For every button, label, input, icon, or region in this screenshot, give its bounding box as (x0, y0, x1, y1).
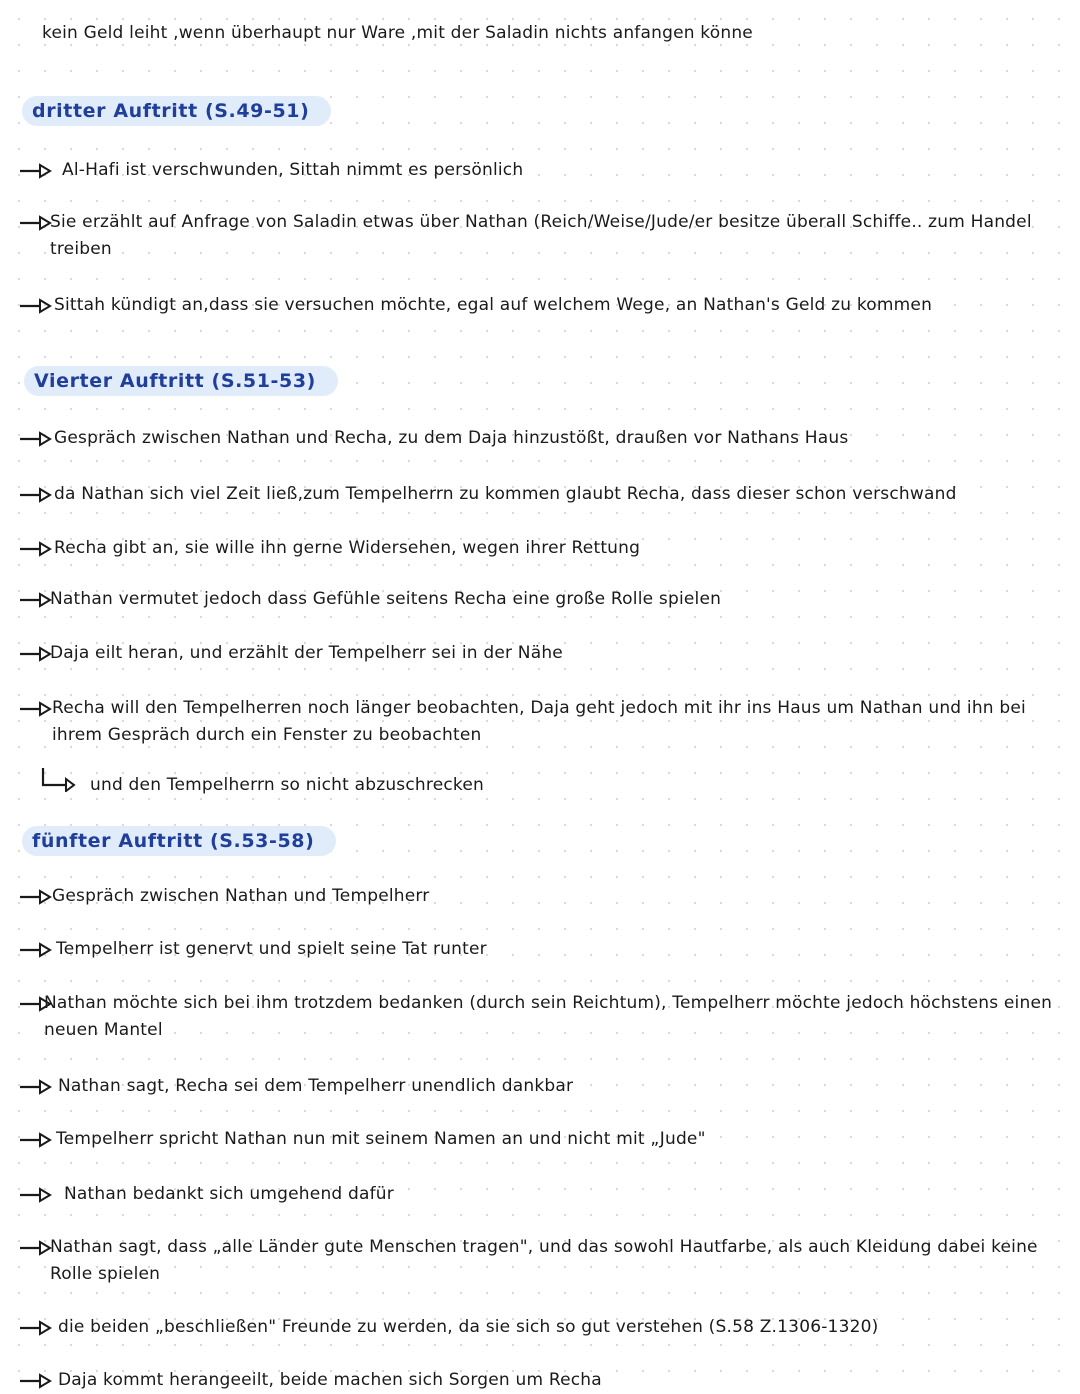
section-heading-vierter-auftritt: Vierter Auftritt (S.51-53) (24, 366, 338, 396)
arrow-right-icon (18, 296, 54, 316)
arrow-right-icon (18, 1130, 54, 1150)
arrow-right-icon (18, 213, 54, 233)
arrow-right-icon (18, 1185, 54, 1205)
section-heading-fuenfter-auftritt: fünfter Auftritt (S.53-58) (22, 826, 336, 856)
intro-text: kein Geld leiht ,wenn überhaupt nur Ware ,mit der Saladin nichts anfangen könne (42, 23, 753, 43)
section-heading-dritter-auftritt: dritter Auftritt (S.49-51) (22, 96, 331, 126)
arrow-right-icon (18, 699, 54, 719)
arrow-right-icon (18, 644, 54, 664)
arrow-right-icon (18, 940, 54, 960)
arrow-right-icon (18, 1238, 54, 1258)
arrow-right-icon (18, 161, 54, 181)
arrow-right-icon (18, 485, 54, 505)
notes-page: kein Geld leiht ,wenn überhaupt nur Ware ,mit der Saladin nichts anfangen könne dritter Auftritt (S.49-51) Al-Hafi ist verschwunden, Sittah nimmt es persönlich Sie erzählt auf Anfrage von Saladin etwas über Nathan (Reich/Weise/Jude/er besitze überall Schiffe.. zum Handel treiben Sittah kündigt an,dass sie versuchen möchte, egal auf welchem Wege, an Nathan's Geld zu kommen Vierter Auftritt (S.51-53) Gespräch zwischen Nathan und Recha, zu dem Daja hinzustößt, draußen vor Nathans Haus da Nathan sich viel Zeit ließ,zum Tempelherrn zu kommen glaubt Recha, dass dieser schon verschwand Recha gibt an, sie wille ihn gerne Widersehen, wegen ihrer Rettung Nathan vermutet jedoch dass Gefühle seitens Recha eine große Rolle spielen Daja eilt heran, und erzählt der Tempelherr sei in der Nähe Recha will den Tempelherren noch länger beobachten, Daja geht jedoch mit ihr ins Haus um Nathan und ihn bei ihrem Gespräch durch ein Fenster zu beobachten und den Tempelherrn so nicht abzuschrecken fünfter Auftritt (S.53-58) Gespräch zwischen Nathan und Tempelherr Tempelherr ist genervt und spielt seine Tat runter Nathan möchte sich bei ihm trotzdem bedanken (durch sein Reichtum), Tempelherr möchte jedoch höchstens einen neuen Mantel Nathan sagt, Recha sei dem Tempelherr unendlich dankbar Tempelherr spricht Nathan nun mit seinem Namen an und nicht mit „Jude" Nathan bedankt sich umgehend dafür Nathan sagt, dass „alle Länder gute Menschen tragen", und das sowohl Hautfarbe, als auch Kleidung dabei keine Rolle spielen die beiden „beschließen" Freunde zu werden, da sie sich so gut verstehen (S.58 Z.1306-1320) Daja kommt herangeeilt, beide machen sich Sorgen um Recha (0, 0, 1080, 1394)
arrow-right-icon (18, 539, 54, 559)
arrow-right-icon (18, 1318, 54, 1338)
arrow-right-icon (18, 590, 54, 610)
arrow-right-icon (18, 887, 54, 907)
arrow-right-icon (18, 1077, 54, 1097)
arrow-right-icon (18, 429, 54, 449)
arrow-right-icon (18, 1371, 54, 1391)
arrow-down-right-icon (40, 766, 76, 792)
